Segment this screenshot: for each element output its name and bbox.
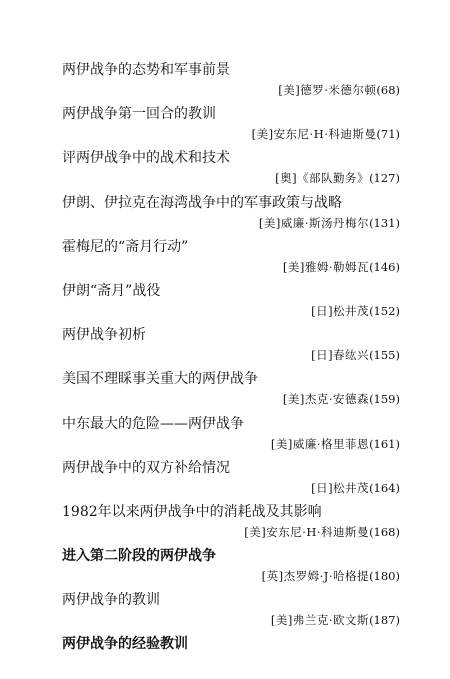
entry-title: 两伊战争第一回合的教训: [62, 106, 216, 123]
entry-page: (146): [369, 259, 400, 274]
entry-author: [美]威廉·格里菲恩: [270, 436, 370, 451]
leader-dots: [92, 80, 275, 100]
entry-title: 进入第二阶段的两伊战争: [62, 548, 216, 565]
entry-page: (159): [369, 392, 400, 407]
leader-dots: [78, 301, 308, 321]
toc-entry: [0, 502, 450, 546]
entry-title: 两伊战争中的双方补给情况: [62, 459, 230, 476]
entry-leader: [91, 566, 400, 586]
entry-page: (180): [369, 569, 400, 584]
entry-leader: [78, 478, 400, 498]
toc-entry: [0, 104, 450, 148]
entry-author: [美]杰克·安德森: [282, 392, 370, 407]
entry-page: (187): [369, 613, 400, 628]
entry-leader: [78, 345, 400, 365]
leader-dots: [95, 389, 280, 409]
entry-leader: [96, 213, 400, 233]
entry-leader: [96, 434, 400, 454]
leader-dots: [91, 566, 259, 586]
entry-page: (161): [369, 436, 400, 451]
entry-author: [美]威廉·斯汤丹梅尔: [258, 215, 370, 230]
entry-author: [日]松井茂: [311, 480, 370, 495]
toc-entry: [0, 148, 450, 192]
entry-author: [奥]《部队勤务》: [275, 171, 370, 186]
entry-page: (152): [369, 303, 400, 318]
leader-dots: [109, 124, 249, 144]
entry-page: (155): [369, 348, 400, 363]
entry-title: 霍梅尼的“斋月行动”: [62, 238, 189, 255]
entry-title: 中东最大的危险——两伊战争: [62, 415, 244, 432]
leader-dots: [101, 522, 241, 542]
entry-page: (127): [369, 171, 400, 186]
leader-dots: [96, 434, 268, 454]
toc-entry: [0, 281, 450, 325]
entry-author: [美]雅姆·勒姆瓦: [282, 259, 370, 274]
entry-title: 伊朗“斋月”战役: [62, 282, 161, 299]
toc-entry: [0, 590, 450, 634]
toc-entry: [0, 193, 450, 237]
leader-dots: [90, 257, 280, 277]
entry-leader: [78, 301, 400, 321]
toc-entry: [0, 325, 450, 369]
entry-author: [美]安东尼·H·科迪斯曼: [244, 524, 370, 539]
entry-leader: [88, 610, 400, 630]
entry-page: (168): [369, 524, 400, 539]
entry-page: (68): [376, 83, 400, 97]
entry-leader: [92, 80, 400, 100]
entry-leader: [95, 389, 400, 409]
entry-title: 两伊战争的经验教训: [62, 636, 188, 653]
entry-title: 1982年以来两伊战争中的消耗战及其影响: [62, 503, 322, 520]
entry-author: [美]弗兰克·欧文斯: [270, 613, 370, 628]
entry-title: 评两伊战争中的战术和技术: [62, 150, 230, 167]
toc-entry: [0, 369, 450, 413]
toc-entry: [0, 60, 450, 104]
leader-dots: [78, 478, 308, 498]
leader-dots: [88, 610, 268, 630]
toc-entry: [0, 546, 450, 590]
entry-author: [日]春纮兴: [311, 348, 370, 363]
toc-entry: [0, 237, 450, 281]
toc-entry: [0, 634, 450, 678]
leader-dots: [78, 345, 308, 365]
leader-dots: [77, 168, 272, 188]
entry-title: 美国不理睬事关重大的两伊战争: [62, 371, 258, 388]
entry-title: 两伊战争初析: [62, 327, 146, 344]
entry-page: (71): [376, 127, 400, 142]
entry-title: 两伊战争的态势和军事前景: [62, 62, 230, 78]
entry-title: 伊朗、伊拉克在海湾战争中的军事政策与战略: [62, 194, 342, 211]
entry-leader: [101, 522, 400, 542]
entry-author: [美]德罗·米德尔顿: [278, 83, 377, 97]
entry-page: (131): [369, 215, 400, 230]
toc-entry: [0, 458, 450, 502]
entry-leader: [109, 124, 400, 144]
entry-title: 两伊战争的教训: [62, 592, 160, 609]
entry-author: [英]杰罗姆·J·哈格提: [261, 569, 370, 584]
entry-author: [日]松井茂: [311, 303, 370, 318]
entry-leader: [90, 257, 400, 277]
leader-dots: [96, 213, 256, 233]
entry-leader: [77, 168, 400, 188]
toc-entry: [0, 414, 450, 458]
entry-page: (164): [369, 480, 400, 495]
entry-author: [美]安东尼·H·科迪斯曼: [251, 127, 377, 142]
toc-list: [0, 60, 450, 679]
